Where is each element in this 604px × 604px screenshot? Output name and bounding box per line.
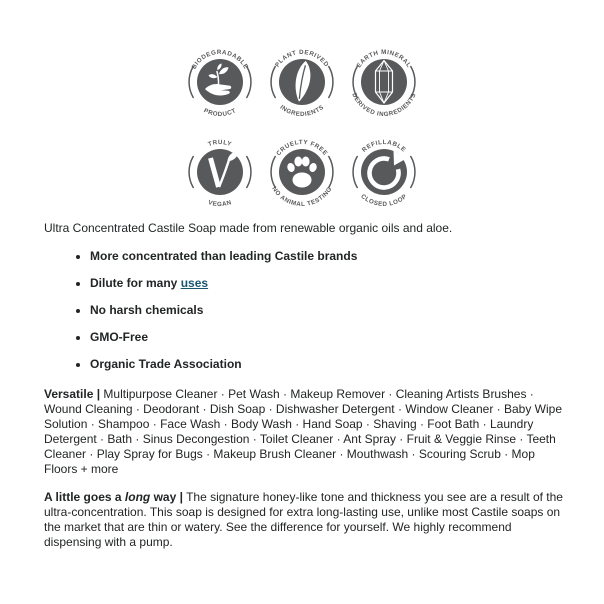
product-intro-text: Ultra Concentrated Castile Soap made from renewable organic oils and aloe. [44,221,453,235]
badge-refillable-closed-loop [348,136,420,208]
ring-arc [271,67,275,98]
badge-top-label: BIODEGRADABLE [190,48,250,71]
long-way-label-post: way | [150,490,183,504]
badge-top-label: PLANT DERIVED [273,48,331,69]
long-way-label-pre: A little goes a [44,490,125,504]
longevity-text: The signature honey-like tone and thickness you see are a result of the ultra-concentration. This soap is designed for extra long-lasting use, unlike most Castile soaps on the market that are thin or watery. See the difference for yourself. We highly recommend dispensing with a pump. [44,490,563,549]
badge-bottom-label: CLOSED LOOP [359,192,409,208]
badge-top-label: TRULY [207,138,233,149]
bullet-dilute-for-uses [90,276,570,291]
longevity-paragraph [44,490,570,550]
ring-arc [271,157,275,188]
badge-bottom-label: INGREDIENTS [278,103,326,118]
uses-link[interactable]: uses [180,276,209,290]
bullet-dilute-text: Dilute for many [90,276,181,290]
ring-arc [189,67,193,98]
badge-truly-vegan [184,136,256,208]
badge-earth-mineral [348,46,420,118]
long-way-label-italic: long [124,490,151,504]
bullet-organic-trade-association: • Organic Trade Association [90,357,570,372]
badge-bottom-label: NO ANIMAL TESTING [270,185,334,208]
badge-top-label: CRUELTY FREE [275,138,329,158]
ring-arc [247,67,251,98]
eco-badge-grid [184,46,420,208]
product-description [44,221,570,550]
badge-disc [361,59,407,105]
versatile-uses-list: Multipurpose Cleaner · Pet Wash · Makeup Remover · Cleaning Artists Brushes · Wound Cleaning · Deodorant · Dish Soap · Dishwasher Detergent · Window Cleaner · Baby Wipe Solution · Shampoo · Face Wash · Body Wash · Hand Soap · Shaving · Foot Bath · Laundry Detergent · Bath · Sinus Decongestion · Toilet Cleaner · Ant Spray · Fruit & Veggie Rinse · Teeth Cleaner · Play Spray for Bugs · Makeup Brush Cleaner · Mouthwash · Scouring Scrub · Mop Floors + more [44,387,563,476]
ring-arc [329,67,333,98]
badge-biodegradable-product [184,46,256,118]
badge-cruelty-free [266,136,338,208]
versatile-paragraph [44,387,570,477]
badge-top-label: REFILLABLE [360,138,408,154]
ring-arc [247,157,251,188]
badge-bottom-label: PRODUCT [202,107,238,118]
bullet-gmo-free: • GMO-Free [90,330,570,345]
ring-arc [189,157,193,188]
badge-plant-derived [266,46,338,118]
bullet-more-concentrated: • More concentrated than leading Castile brands [90,249,570,264]
ring-arc [329,157,333,188]
bullet-no-harsh-chemicals: • No harsh chemicals [90,303,570,318]
badge-top-label: EARTH MINERAL [355,49,413,70]
versatile-label: Versatile | [44,387,101,401]
ring-arc [411,157,415,188]
badge-bottom-label: DERIVED INGREDIENTS [350,91,418,118]
badge-disc [279,149,325,195]
feature-bullet-list [44,249,570,372]
badge-bottom-label: VEGAN [207,199,233,208]
ring-arc [353,157,357,188]
